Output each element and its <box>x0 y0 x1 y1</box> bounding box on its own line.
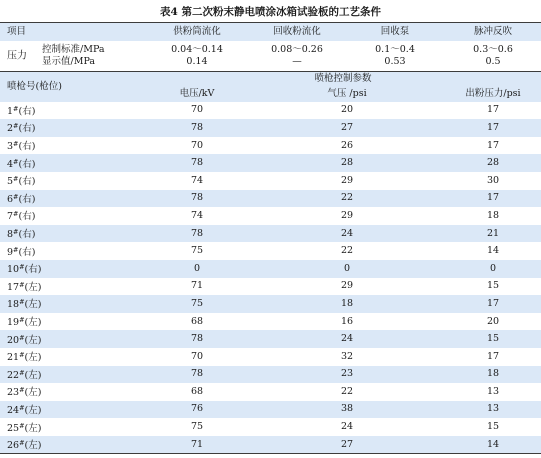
table-row <box>0 330 541 348</box>
gun-position: (左) <box>24 299 42 311</box>
item-header: 项目 <box>0 23 145 41</box>
gun-number-cell <box>0 190 145 208</box>
powder-pressure-cell: 14 <box>445 436 541 454</box>
voltage-cell: 71 <box>145 436 249 454</box>
gun-number-mark: # <box>19 403 25 412</box>
gun-position: (右) <box>24 264 42 276</box>
air-pressure-cell: 0 <box>249 260 445 278</box>
gun-number-mark: # <box>13 228 19 237</box>
voltage-cell: 0 <box>145 260 249 278</box>
powder-pressure-cell: 17 <box>445 295 541 313</box>
gun-number-mark: # <box>19 351 25 360</box>
col-header-recycled-fluidization: 回收粉流化 <box>249 23 345 41</box>
air-pressure-cell: 24 <box>249 418 445 436</box>
gun-number-cell <box>0 278 145 296</box>
air-pressure-cell: 29 <box>249 278 445 296</box>
voltage-cell: 70 <box>145 102 249 120</box>
pressure-display-value: — <box>292 55 302 67</box>
table-row <box>0 172 541 190</box>
gun-number-cell <box>0 295 145 313</box>
gun-number-cell <box>0 207 145 225</box>
gun-number-cell <box>0 102 145 120</box>
gun-number-mark: # <box>19 421 25 430</box>
gun-position: (左) <box>24 422 42 434</box>
voltage-cell: 75 <box>145 295 249 313</box>
powder-pressure-cell: 30 <box>445 172 541 190</box>
air-pressure-cell: 23 <box>249 366 445 384</box>
voltage-cell: 74 <box>145 207 249 225</box>
powder-pressure-cell: 20 <box>445 313 541 331</box>
table-row <box>0 383 541 401</box>
voltage-cell: 78 <box>145 366 249 384</box>
air-pressure-cell: 28 <box>249 154 445 172</box>
voltage-cell: 75 <box>145 418 249 436</box>
pressure-standard-value: 0.04～0.14 <box>171 43 223 55</box>
table-row <box>0 313 541 331</box>
air-pressure-cell: 32 <box>249 348 445 366</box>
voltage-cell: 70 <box>145 137 249 155</box>
air-pressure-cell: 38 <box>249 401 445 419</box>
table-row <box>0 119 541 137</box>
table-row <box>0 295 541 313</box>
powder-pressure-cell: 28 <box>445 154 541 172</box>
pressure-pulse-cell <box>445 41 541 72</box>
control-standard-label: 控制标准/MPa <box>42 43 105 55</box>
gun-number-header: 喷枪号(枪位) <box>0 71 145 102</box>
voltage-cell: 78 <box>145 330 249 348</box>
air-pressure-cell: 29 <box>249 172 445 190</box>
gun-number-mark: # <box>13 157 19 166</box>
table-row <box>0 242 541 260</box>
pressure-standard-value: 0.3～0.6 <box>473 43 513 55</box>
voltage-cell: 74 <box>145 172 249 190</box>
table-row <box>0 366 541 384</box>
powder-pressure-cell: 18 <box>445 207 541 225</box>
gun-number-mark: # <box>19 316 25 325</box>
gun-number-cell <box>0 172 145 190</box>
gun-params-group-header: 喷枪控制参数 <box>145 71 541 87</box>
gun-number: 9 <box>7 246 14 258</box>
table-row <box>0 154 541 172</box>
col-header-pulse-backblow: 脉冲反吹 <box>445 23 541 41</box>
gun-number: 20 <box>7 334 20 346</box>
gun-position: (右) <box>18 123 36 135</box>
powder-pressure-cell: 21 <box>445 225 541 243</box>
gun-number: 19 <box>7 317 20 329</box>
gun-position: (右) <box>18 211 36 223</box>
gun-number-cell <box>0 418 145 436</box>
gun-number: 21 <box>7 352 20 364</box>
gun-number: 2 <box>7 123 14 135</box>
gun-position: (右) <box>18 176 36 188</box>
gun-number: 3 <box>7 141 14 153</box>
powder-pressure-cell: 0 <box>445 260 541 278</box>
gun-number-cell <box>0 260 145 278</box>
process-conditions-table <box>0 22 541 454</box>
gun-number-mark: # <box>13 210 19 219</box>
table-row <box>0 137 541 155</box>
gun-number-cell <box>0 383 145 401</box>
gun-number-cell <box>0 436 145 454</box>
gun-number-cell <box>0 313 145 331</box>
pressure-display-value: 0.14 <box>186 55 208 67</box>
voltage-cell: 78 <box>145 119 249 137</box>
gun-number-cell <box>0 225 145 243</box>
gun-position: (右) <box>18 141 36 153</box>
gun-position: (左) <box>24 334 42 346</box>
voltage-cell: 71 <box>145 278 249 296</box>
voltage-cell: 78 <box>145 190 249 208</box>
powder-pressure-cell: 17 <box>445 102 541 120</box>
table-row <box>0 348 541 366</box>
gun-position: (右) <box>18 105 36 117</box>
gun-number: 25 <box>7 422 20 434</box>
air-pressure-cell: 22 <box>249 383 445 401</box>
gun-number: 18 <box>7 299 20 311</box>
gun-header-row-1 <box>0 71 541 87</box>
table-row <box>0 436 541 454</box>
voltage-cell: 68 <box>145 313 249 331</box>
gun-position: (左) <box>24 352 42 364</box>
air-pressure-cell: 27 <box>249 119 445 137</box>
gun-number-mark: # <box>19 386 25 395</box>
gun-number-mark: # <box>13 175 19 184</box>
table-row <box>0 190 541 208</box>
air-pressure-cell: 27 <box>249 436 445 454</box>
table-row <box>0 278 541 296</box>
pressure-recycled-cell <box>249 41 345 72</box>
powder-pressure-cell: 17 <box>445 137 541 155</box>
powder-pressure-cell: 13 <box>445 383 541 401</box>
gun-number-mark: # <box>13 192 19 201</box>
powder-pressure-cell: 15 <box>445 330 541 348</box>
air-pressure-cell: 18 <box>249 295 445 313</box>
pressure-row <box>0 41 541 72</box>
display-value-label: 显示值/MPa <box>42 55 96 67</box>
powder-pressure-cell: 17 <box>445 348 541 366</box>
gun-number-cell <box>0 242 145 260</box>
gun-number-cell <box>0 119 145 137</box>
pressure-feed-cell <box>145 41 249 72</box>
gun-number-mark: # <box>19 263 25 272</box>
gun-number: 4 <box>7 158 14 170</box>
air-pressure-cell: 24 <box>249 225 445 243</box>
col-header-recovery-pump: 回收泵 <box>345 23 445 41</box>
voltage-header: 电压/kV <box>145 87 249 102</box>
gun-number: 24 <box>7 404 20 416</box>
table-row <box>0 207 541 225</box>
pressure-pump-cell <box>345 41 445 72</box>
gun-number-cell <box>0 154 145 172</box>
air-pressure-cell: 20 <box>249 102 445 120</box>
gun-position: (左) <box>24 369 42 381</box>
gun-number-mark: # <box>13 245 19 254</box>
powder-pressure-cell: 15 <box>445 278 541 296</box>
pressure-standard-value: 0.1～0.4 <box>375 43 415 55</box>
voltage-cell: 70 <box>145 348 249 366</box>
powder-pressure-cell: 13 <box>445 401 541 419</box>
air-pressure-cell: 22 <box>249 242 445 260</box>
gun-position: (右) <box>18 229 36 241</box>
gun-number-mark: # <box>19 333 25 342</box>
flow-header-row <box>0 23 541 41</box>
pressure-display-value: 0.5 <box>485 55 501 67</box>
powder-pressure-cell: 14 <box>445 242 541 260</box>
gun-number-cell <box>0 137 145 155</box>
powder-pressure-header: 出粉压力/psi <box>445 87 541 102</box>
powder-pressure-cell: 17 <box>445 119 541 137</box>
air-pressure-cell: 26 <box>249 137 445 155</box>
table-row <box>0 260 541 278</box>
voltage-cell: 68 <box>145 383 249 401</box>
gun-number: 10 <box>7 264 20 276</box>
air-pressure-cell: 22 <box>249 190 445 208</box>
gun-number: 8 <box>7 229 14 241</box>
gun-number: 6 <box>7 193 14 205</box>
gun-number: 5 <box>7 176 14 188</box>
gun-number-mark: # <box>19 368 25 377</box>
table-row <box>0 401 541 419</box>
pressure-standard-value: 0.08～0.26 <box>271 43 323 55</box>
gun-number-mark: # <box>19 280 25 289</box>
gun-position: (右) <box>18 246 36 258</box>
gun-position: (右) <box>18 158 36 170</box>
gun-position: (右) <box>18 193 36 205</box>
table-row <box>0 102 541 120</box>
gun-number: 7 <box>7 211 14 223</box>
air-pressure-cell: 24 <box>249 330 445 348</box>
air-pressure-header: 气压 /psi <box>249 87 445 102</box>
gun-position: (左) <box>24 317 42 329</box>
gun-number-cell <box>0 330 145 348</box>
gun-position: (左) <box>24 281 42 293</box>
gun-number-cell <box>0 366 145 384</box>
gun-number: 22 <box>7 369 20 381</box>
gun-number-mark: # <box>19 298 25 307</box>
gun-number-mark: # <box>13 122 19 131</box>
gun-number-mark: # <box>13 140 19 149</box>
gun-position: (左) <box>24 387 42 399</box>
air-pressure-cell: 29 <box>249 207 445 225</box>
gun-number-mark: # <box>19 439 25 448</box>
pressure-label: 压力 <box>7 50 27 62</box>
voltage-cell: 78 <box>145 154 249 172</box>
gun-number: 1 <box>7 105 14 117</box>
air-pressure-cell: 16 <box>249 313 445 331</box>
powder-pressure-cell: 15 <box>445 418 541 436</box>
gun-number: 23 <box>7 387 20 399</box>
gun-number: 17 <box>7 281 20 293</box>
powder-pressure-cell: 17 <box>445 190 541 208</box>
table-row <box>0 418 541 436</box>
voltage-cell: 78 <box>145 225 249 243</box>
pressure-display-value: 0.53 <box>384 55 406 67</box>
gun-number-cell <box>0 401 145 419</box>
powder-pressure-cell: 18 <box>445 366 541 384</box>
col-header-feed-fluidization: 供粉筒流化 <box>145 23 249 41</box>
table-row <box>0 225 541 243</box>
pressure-label-cell <box>0 41 145 72</box>
gun-number: 26 <box>7 440 20 452</box>
gun-number-mark: # <box>13 104 19 113</box>
gun-position: (左) <box>24 440 42 452</box>
table-title: 表4 第二次粉末静电喷涂冰箱试验板的工艺条件 <box>160 6 381 18</box>
voltage-cell: 76 <box>145 401 249 419</box>
voltage-cell: 75 <box>145 242 249 260</box>
gun-position: (左) <box>24 404 42 416</box>
gun-number-cell <box>0 348 145 366</box>
